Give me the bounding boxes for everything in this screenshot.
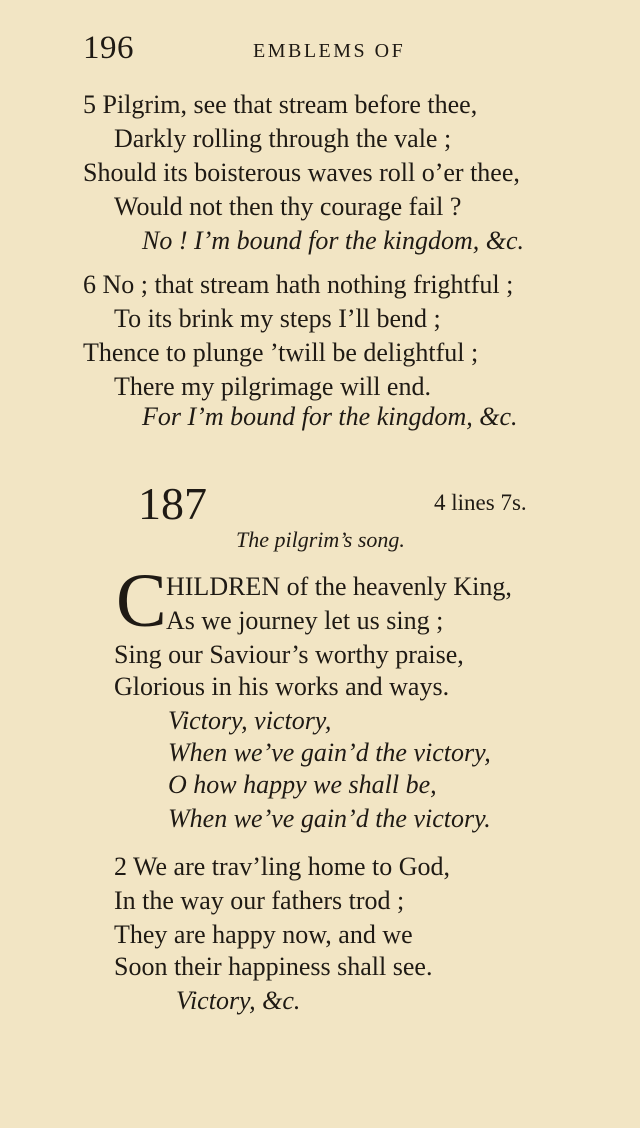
verse-line: Thence to plunge ’twill be delightful ; xyxy=(83,338,479,367)
verse-line: Soon their happiness shall see. xyxy=(114,952,433,981)
verse-line: Darkly rolling through the vale ; xyxy=(114,124,452,153)
verse-line: Would not then thy courage fail ? xyxy=(114,192,462,221)
verse-line: To its brink my steps I’ll bend ; xyxy=(114,304,441,333)
verse-line: As we journey let us sing ; xyxy=(166,606,444,635)
hymn-subtitle: The pilgrim’s song. xyxy=(236,527,405,552)
chorus-line: No ! I’m bound for the kingdom, &c. xyxy=(142,226,525,255)
hymn-meter: 4 lines 7s. xyxy=(434,490,527,515)
page-number: 196 xyxy=(83,30,134,66)
verse-line: In the way our fathers trod ; xyxy=(114,886,405,915)
chorus-line: Victory, victory, xyxy=(168,706,332,735)
chorus-line: For I’m bound for the kingdom, &c. xyxy=(142,402,518,431)
chorus-line: When we’ve gain’d the victory. xyxy=(168,804,491,833)
verse-line: They are happy now, and we xyxy=(114,920,413,949)
verse-line: Sing our Saviour’s worthy praise, xyxy=(114,640,464,669)
verse-line: There my pilgrimage will end. xyxy=(114,372,431,401)
running-head: EMBLEMS OF xyxy=(253,40,406,62)
drop-cap: C xyxy=(116,559,167,643)
verse-line: 2 We are trav’ling home to God, xyxy=(114,852,451,881)
verse-line: Should its boisterous waves roll o’er thee, xyxy=(83,158,520,187)
chorus-line: O how happy we shall be, xyxy=(168,770,437,799)
verse-line: 5 Pilgrim, see that stream before thee, xyxy=(83,90,478,119)
verse-line: Glorious in his works and ways. xyxy=(114,672,450,701)
hymn-number: 187 xyxy=(138,478,207,529)
chorus-line: Victory, &c. xyxy=(176,986,301,1015)
verse-line: HILDREN of the heavenly King, xyxy=(166,572,512,601)
chorus-line: When we’ve gain’d the victory, xyxy=(168,738,491,767)
verse-line: 6 No ; that stream hath nothing frightful ; xyxy=(83,270,514,299)
page-header xyxy=(83,30,563,70)
